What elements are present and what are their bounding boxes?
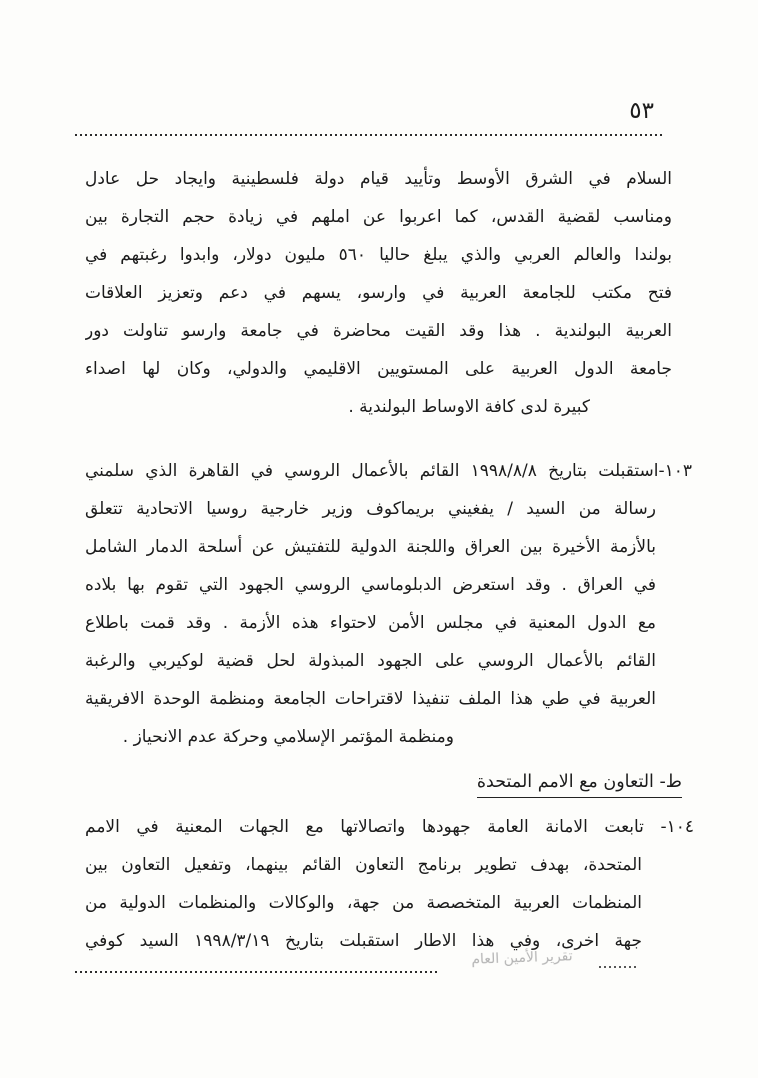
item-103-line: مع الدول المعنية في مجلس الأمن لاحتواء هذه الأزمة . وقد قمت باطلاع bbox=[85, 613, 656, 633]
item-103-line: ١٠٣-استقبلت بتاريخ ١٩٩٨/٨/٨ القائم بالأعمال الروسي في القاهرة الذي سلمني bbox=[85, 461, 692, 481]
intro-line: فتح مكتب للجامعة العربية في وارسو، يسهم في دعم وتعزيز العلاقات bbox=[85, 283, 672, 303]
item-103-line: القائم بالأعمال الروسي على الجهود المبذولة لحل قضية لوكيربي والرغبة bbox=[85, 651, 656, 671]
item-104-line: ١٠٤- تابعت الامانة العامة جهودها واتصالاتها مع الجهات المعنية في الامم bbox=[85, 817, 694, 837]
item-103-line: في العراق . وقد استعرض الدبلوماسي الروسي الجهود التي تقوم بها بلاده bbox=[85, 575, 656, 595]
item-103-line: رسالة من السيد / يفغيني بريماكوف وزير خارجية روسيا الاتحادية تتعلق bbox=[85, 499, 656, 519]
item-104-line: المتحدة، بهدف تطوير برنامج التعاون القائم بينهما، وتفعيل التعاون بين bbox=[85, 855, 642, 875]
intro-line: السلام في الشرق الأوسط وتأييد قيام دولة فلسطينية وايجاد حل عادل bbox=[85, 169, 672, 189]
section-heading: ط- التعاون مع الامم المتحدة bbox=[477, 769, 682, 798]
intro-line: كبيرة لدى كافة الاوساط البولندية . bbox=[348, 397, 590, 417]
intro-line: ومناسب لقضية القدس، كما اعربوا عن املهم في زيادة حجم التجارة بين bbox=[85, 207, 672, 227]
intro-line: جامعة الدول العربية على المستويين الاقليمي والدولي، وكان لها اصداء bbox=[85, 359, 672, 379]
intro-line: العربية البولندية . هذا وقد القيت محاضرة في جامعة وارسو تناولت دور bbox=[85, 321, 672, 341]
item-104-paragraph bbox=[85, 808, 694, 960]
item-103-paragraph bbox=[85, 452, 692, 756]
header-divider bbox=[75, 134, 665, 136]
item-104-line: المنظمات العربية المتخصصة من جهة، والوكالات والمنظمات الدولية من bbox=[85, 893, 642, 913]
footer-divider bbox=[75, 971, 437, 973]
intro-paragraph bbox=[85, 160, 672, 426]
item-103-line: ومنظمة المؤتمر الإسلامي وحركة عدم الانحياز . bbox=[122, 727, 454, 747]
footer-note: تقرير الأمين العام bbox=[471, 948, 573, 968]
item-104-line: جهة اخرى، وفي هذا الاطار استقبلت بتاريخ ١٩٩٨/٣/١٩ السيد كوفي bbox=[85, 931, 642, 951]
intro-line: بولندا والعالم العربي والذي يبلغ حاليا ٥٦٠ مليون دولار، وابدوا رغبتهم في bbox=[85, 245, 672, 265]
footer-divider-dash bbox=[599, 966, 639, 968]
item-103-line: بالأزمة الأخيرة بين العراق واللجنة الدولية للتفتيش عن أسلحة الدمار الشامل bbox=[85, 537, 656, 557]
item-103-line: العربية في طي هذا الملف تنفيذا لاقتراحات الجامعة ومنظمة الوحدة الافريقية bbox=[85, 689, 656, 709]
page-number: ٥٣ bbox=[629, 98, 654, 124]
